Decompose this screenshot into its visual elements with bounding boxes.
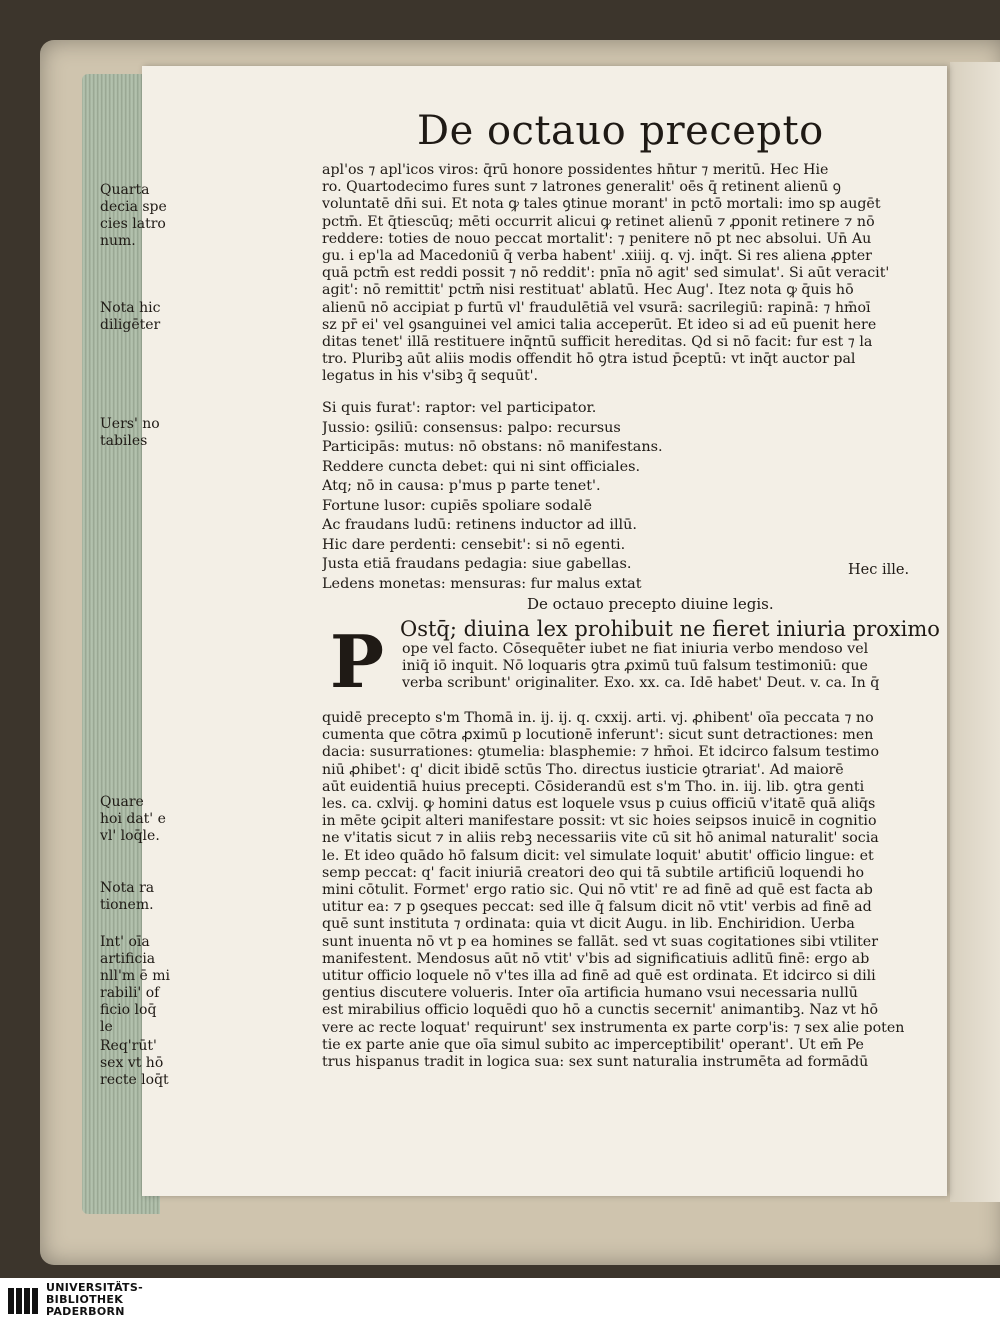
- text-line: pctm̄. Et q̄tiescūq; mēti occurrit alicui ꝙ retinet alienū ⁊ ꝓponit retinere ⁊ nō: [322, 213, 875, 230]
- text-line: utitur ea: ⁊ p ꝯseques peccat: sed ille q̄ falsum dicit nō vtit' verbis ad finē ad: [322, 899, 872, 916]
- verse-line: Reddere cuncta debet: qui ni sint officiales.: [322, 458, 641, 475]
- margin-note-nota-rationem: Nota ra tionem.: [100, 880, 155, 913]
- text-line: tro. Pluribꝫ aūt aliis modis offendit hō ꝯtra istud p̄ceptū: vt inq̄t auctor pal: [322, 351, 856, 368]
- logo-line: PADERBORN: [46, 1305, 125, 1318]
- verse-line: Justa etiā fraudans pedagia: siue gabellas.: [322, 556, 632, 572]
- library-logo-text: [46, 1282, 246, 1318]
- verse-line: Atq; nō in causa: p'mus p parte tenet'.: [322, 478, 601, 494]
- page-title: De octauo precepto: [417, 108, 824, 154]
- verse-line: Si quis furat': raptor: vel participator.: [322, 400, 597, 416]
- library-logo-icon: [6, 1284, 40, 1318]
- text-line: gu. i ep'la ad Macedoniū q̄ verba habent' .xiiij. q. vj. inq̄t. Si res aliena ꝓpter: [322, 248, 872, 265]
- text-line: verba scribunt' originaliter. Exo. xx. ca. Idē habet' Deut. v. ca. In q̄: [402, 675, 880, 692]
- verse-line: Jussio: ꝯsiliū: consensus: palpo: recursus: [322, 419, 621, 436]
- text-line: quē sunt instituta ⁊ ordinata: quia vt dicit Augu. in lib. Enchiridion. Uerba: [322, 916, 855, 933]
- margin-note-quarta: Quarta decia spe cies latro num.: [100, 182, 167, 249]
- section-heading: De octauo precepto diuine legis.: [527, 595, 774, 613]
- text-line: tie ex parte anie que oīa simul subito ac imperceptibilit' operant'. Ut em̄ Pe: [322, 1036, 864, 1053]
- text-line: dacia: susurrationes: ꝯtumelia: blasphemie: ⁊ hm̄oi. Et idcirco falsum testimo: [322, 744, 880, 761]
- drop-cap: P: [329, 619, 385, 704]
- text-line: legatus in his v'sibꝫ q̄ sequūt'.: [322, 368, 539, 385]
- verse-line: Ac fraudans ludū: retinens inductor ad illū.: [322, 517, 637, 533]
- text-line: trus hispanus tradit in logica sua: sex sunt naturalia instrumēta ad formādū: [322, 1054, 869, 1071]
- verse-line: Ledens monetas: mensuras: fur malus extat: [322, 575, 642, 592]
- text-line: voluntatē dn̄i sui. Et nota ꝙ tales ꝯtinue morant' in pctō mortali: imo sp augēt: [322, 196, 881, 213]
- verse-line: Hic dare perdenti: censebit': si nō egenti.: [322, 536, 626, 553]
- logo-line: BIBLIOTHEK: [46, 1293, 124, 1306]
- logo-line: UNIVERSITÄTS-: [46, 1281, 143, 1294]
- text-line: iniq̄ iō inquit. Nō loquaris ꝯtra ꝓximū tuū falsum testimoniū: que: [402, 658, 868, 675]
- text-line: apl'os ⁊ apl'icos viros: q̄rū honore possidentes hn̄tur ⁊ meritū. Hec Hie: [322, 162, 829, 178]
- text-line: vere ac recte loquat' requirunt' sex instrumenta ex parte corp'is: ⁊ sex alie poten: [322, 1019, 905, 1036]
- paragraph-1: [322, 162, 942, 386]
- text-line: quā pctm̄ est reddi possit ⁊ nō reddit': pnīa nō agit' sed simulat'. Si aūt veracit': [322, 265, 890, 282]
- verses-block: [322, 399, 842, 594]
- book-page: [100, 66, 947, 1196]
- verse-line: Participās: mutus: nō obstans: nō manifestans.: [322, 439, 663, 455]
- hec-ille: Hec ille.: [848, 562, 910, 578]
- margin-note-requirunt: Req'rūt' sex vt hō recte loq̄t: [100, 1038, 169, 1088]
- text-line: semp peccat: q' facit iniuriā creatori deo qui tā subtile artificiū loquendi ho: [322, 864, 865, 881]
- margin-note-quare: Quare hoi dat' e vl' loq̄le.: [100, 794, 166, 844]
- text-line: aūt euidentiā huius precepti. Cōsiderandū est s'm Tho. in. iij. lib. ꝯtra genti: [322, 778, 865, 795]
- text-line: le. Et ideo quādo hō falsum dicit: vel simulate loquit' abutit' officio lingue: et: [322, 847, 874, 864]
- text-line: in mēte ꝯcipit alteri manifestare possit: vt sic hoies seipsos inuicē in cognitio: [322, 813, 877, 830]
- text-line: ditas tenet' illā restituere inq̄ntū sufficit hereditas. Qd̄ si nō facit: fur est ⁊ la: [322, 334, 873, 351]
- text-line: alienū nō accipiat p furtū vl' fraudulētiā vel vsurā: sacrilegiū: rapinā: ⁊ hm̄oī: [322, 299, 871, 316]
- text-line: sunt inuenta nō vt p ea homines se fallāt. sed vt suas cogitationes sibi vtiliter: [322, 933, 878, 950]
- text-line: est mirabilius officio loquēdi quo hō a cunctis secernit' animantibꝫ. Naz vt hō: [322, 1002, 879, 1019]
- text-line: reddere: toties de nouo peccat mortalit': ⁊ penitere nō pt nec absolui. Un̄ Au: [322, 230, 872, 247]
- text-line: quidē precepto s'm Thomā in. ij. ij. q. cxxij. arti. vj. ꝓhibent' oīa peccata ⁊ no: [322, 710, 874, 726]
- paragraph-2-start: [402, 641, 942, 693]
- text-line: sz pr̄ ei' vel ꝯsanguinei vel amici talia acceperūt. Et ideo si ad eū puenit here: [322, 316, 877, 333]
- text-line: manifestent. Mendosus aūt nō vtit' v'bis ad significatiuis adlitū finē: ergo ab: [322, 950, 870, 967]
- text-line: cumenta que cōtra ꝓximū p locutionē inferunt': sicut sunt detractiones: men: [322, 727, 874, 744]
- margin-note-versus: Uers' no tabiles: [100, 416, 160, 449]
- text-line: niū ꝓhibet': q' dicit ibidē sctūs Tho. directus iusticie ꝯtrariat'. Ad maiorē: [322, 761, 844, 778]
- verse-line: Fortune lusor: cupiēs spoliare sodalē: [322, 497, 592, 514]
- text-line: ope vel facto. Cōsequēter iubet ne fiat iniuria verbo mendoso vel: [402, 641, 869, 657]
- margin-note-nota: Nota hic diligēter: [100, 300, 161, 333]
- text-line: ne v'itatis sicut ⁊ in aliis rebꝫ necessariis vite cū sit hō animal naturalit' socia: [322, 830, 879, 847]
- text-line: utitur officio loquele nō v'tes illa ad finē ad quē est ordinata. Et idcirco si dili: [322, 968, 876, 985]
- margin-note-inter-omnia: Int' oīa artificia nll'm ē mi rabili' of ficio loq̄ le: [100, 934, 171, 1035]
- text-line: les. ca. cxlvij. ꝙ homini datus est loquele vsus p cuius officiū v'itatē quā aliq̄s: [322, 796, 876, 813]
- paragraph-2: [322, 710, 942, 1071]
- section-first-line: Ostq̄; diuina lex prohibuit ne fieret iniuria proximo: [400, 617, 940, 641]
- text-line: ro. Quartodecimo fures sunt ⁊ latrones generalit' oēs q̄ retinent alienū ꝯ: [322, 179, 842, 196]
- text-line: gentius discutere volueris. Inter oīa artificia humano vsui necessaria nullū: [322, 985, 858, 1002]
- text-line: mini cōtulit. Formet' ergo ratio sic. Qui nō vtit' re ad finē ad quē est facta ab: [322, 882, 873, 899]
- text-line: agit': nō remittit' pctm̄ nisi restituat' ablatū. Hec Aug'. Itez nota ꝙ q̄uis hō: [322, 282, 854, 299]
- facing-page-edge: [950, 62, 1000, 1202]
